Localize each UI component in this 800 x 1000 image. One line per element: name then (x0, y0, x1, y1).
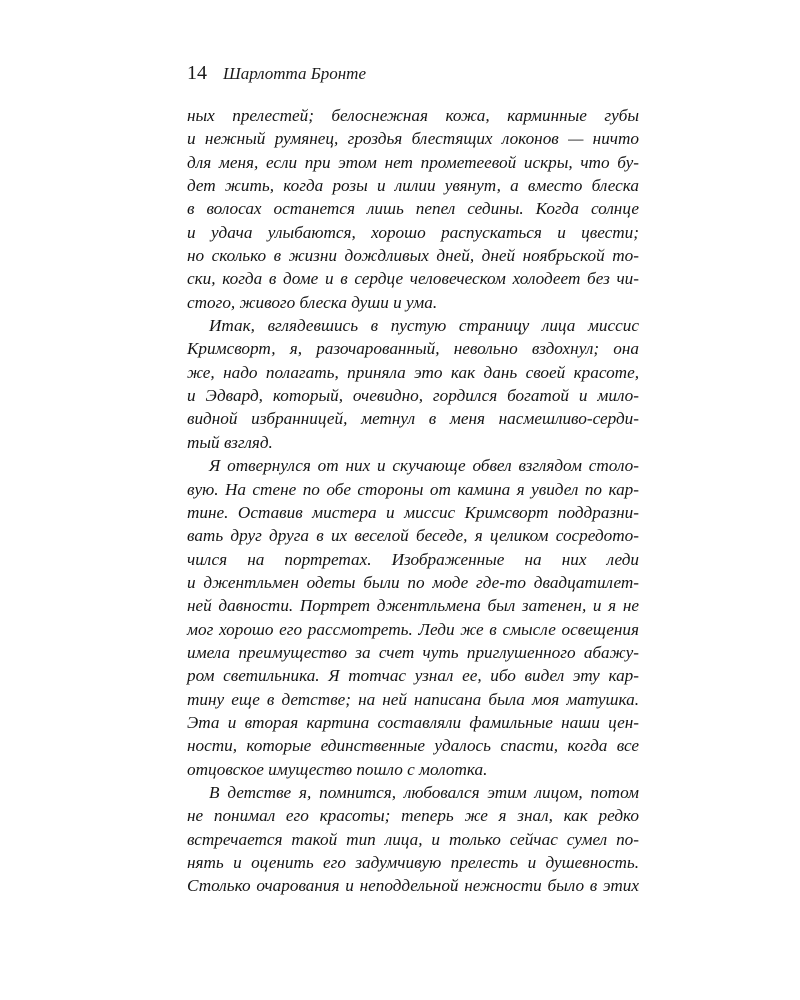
text-line: ски, когда в доме и в сердце человеческом холодеет без чи- (187, 269, 639, 289)
text-line: имела преимущество за счет чуть приглушенного абажу- (187, 642, 639, 662)
text-line: тину еще в детстве; на ней написана была моя матушка. (187, 689, 639, 709)
text-line: Столько очарования и неподдельной нежности было в этих (187, 876, 639, 896)
paragraph-first-line: Итак, вглядевшись в пустую страницу лица миссис (209, 316, 639, 336)
text-line: ней давности. Портрет джентльмена был затенен, и я не (187, 596, 639, 616)
text-line: тине. Оставив мистера и миссис Кримсворт поддразни- (187, 502, 639, 522)
text-line: дет жить, когда розы и лилии увянут, а вместо блеска (187, 176, 639, 196)
text-line: встречается такой тип лица, и только сейчас сумел по- (187, 829, 639, 849)
text-line: мог хорошо его рассмотреть. Леди же в смысле освещения (187, 619, 639, 639)
text-line: для меня, если при этом нет прометеевой искры, что бу- (187, 152, 639, 172)
text-line: ром светильника. Я тотчас узнал ее, ибо видел эту кар- (187, 666, 639, 686)
text-line: и удача улыбаются, хорошо распускаться и цвести; (187, 222, 639, 242)
text-line: видной избранницей, метнул в меня насмешливо-серди- (187, 409, 639, 429)
text-line: чился на портретах. Изображенные на них леди (187, 549, 639, 569)
text-line: в волосах останется лишь пепел седины. Когда солнце (187, 199, 639, 219)
text-line: не понимал его красоты; теперь же я знал, как редко (187, 806, 639, 826)
text-line: и Эдвард, который, очевидно, гордился богатой и мило- (187, 386, 639, 406)
text-line: и джентльмен одеты были по моде где-то двадцатилет- (187, 572, 639, 592)
paragraph-last-line: отцовское имущество пошло с молотка. (187, 759, 488, 779)
text-line: нять и оценить его задумчивую прелесть и душевность. (187, 853, 639, 872)
body-text (187, 104, 639, 898)
text-line: ных прелестей; белоснежная кожа, карминные губы (187, 106, 639, 125)
paragraph-first-line: В детстве я, помнится, любовался этим лицом, потом (209, 782, 639, 802)
text-line: вать друг друга в их веселой беседе, я целиком сосредото- (187, 526, 639, 546)
paragraph-first-line: Я отвернулся от них и скучающе обвел взглядом столо- (209, 456, 639, 476)
text-line: ности, которые единственные удалось спасти, когда все (187, 736, 639, 756)
running-head (187, 62, 366, 90)
paragraph-last-line: стого, живого блеска души и ума. (187, 292, 438, 312)
text-line: Эта и вторая картина составляли фамильные наши цен- (187, 712, 639, 732)
text-line: и нежный румянец, гроздья блестящих локонов — ничто (187, 129, 639, 149)
text-line: Кримсворт, я, разочарованный, невольно вздохнул; она (187, 339, 639, 359)
text-line: но сколько в жизни дождливых дней, дней ноябрьской то- (187, 246, 639, 266)
text-line: вую. На стене по обе стороны от камина я увидел по кар- (187, 479, 639, 499)
paragraph-last-line: тый взгляд. (187, 432, 273, 452)
running-title: Шарлотта Бронте (223, 64, 366, 83)
page-number: 14 (187, 62, 207, 84)
text-line: же, надо полагать, приняла это как дань своей красоте, (187, 362, 639, 382)
